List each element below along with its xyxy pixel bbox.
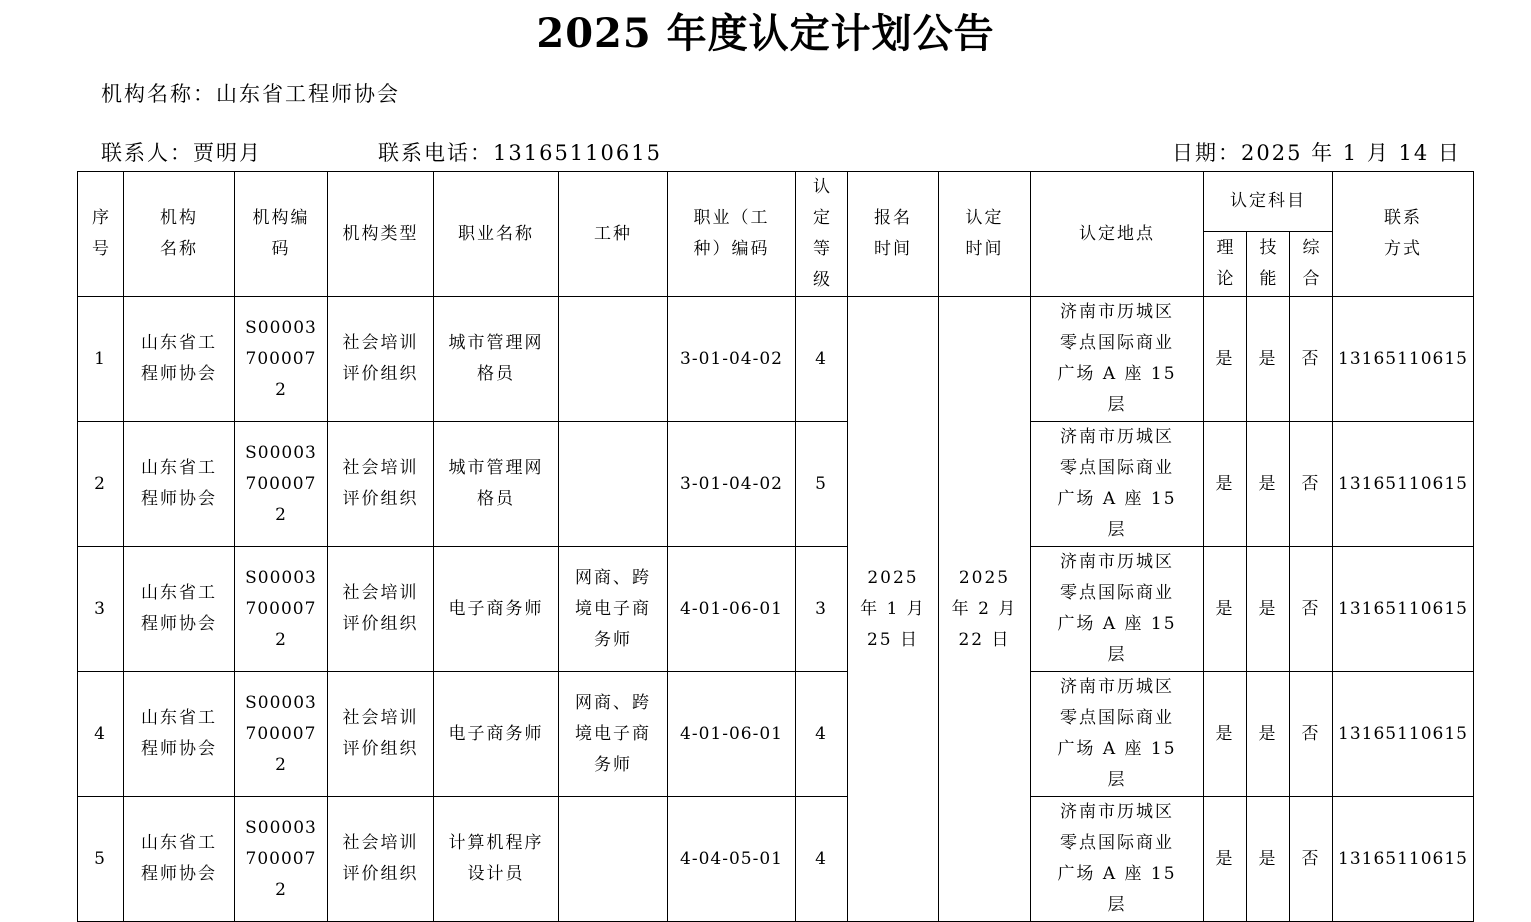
header-org-name: 机构名称 [124,172,235,297]
org-code-cell: S000037000072 [235,547,328,672]
level-cell: 4 [796,797,848,922]
header-comprehensive: 综合 [1290,232,1333,297]
occ-code-cell: 3-01-04-02 [668,297,796,422]
org-type-cell: 社会培训评价组织 [328,797,434,922]
header-level: 认定等级 [796,172,848,297]
work-type-cell [559,797,668,922]
occ-code-cell: 4-01-06-01 [668,672,796,797]
contact-cell: 13165110615 [1333,672,1474,797]
org-name-cell: 山东省工程师协会 [124,422,235,547]
skill-cell: 是 [1247,672,1290,797]
header-occupation: 职业名称 [434,172,559,297]
header-org-type: 机构类型 [328,172,434,297]
comprehensive-cell: 否 [1290,297,1333,422]
certification-plan-table [77,171,1474,922]
date-line: 日期：2025 年 1 月 14 日 [1172,141,1461,165]
header-subjects: 认定科目 [1204,172,1333,232]
work-type-cell: 网商、跨境电子商务师 [559,672,668,797]
table-row [78,672,1474,797]
header-org-code: 机构编码 [235,172,328,297]
skill-cell: 是 [1247,422,1290,547]
occ-code-cell: 4-04-05-01 [668,797,796,922]
work-type-cell: 网商、跨境电子商务师 [559,547,668,672]
level-cell: 3 [796,547,848,672]
level-cell: 4 [796,297,848,422]
org-code-cell: S000037000072 [235,297,328,422]
theory-cell: 是 [1204,297,1247,422]
work-type-cell [559,422,668,547]
reg-time-cell: 2025 年 1 月 25 日 [848,297,939,922]
org-name-cell: 山东省工程师协会 [124,297,235,422]
header-theory: 理论 [1204,232,1247,297]
org-code-cell: S000037000072 [235,797,328,922]
table-row [78,297,1474,422]
seq-cell: 2 [78,422,124,547]
contact-cell: 13165110615 [1333,297,1474,422]
org-name-line: 机构名称：山东省工程师协会 [101,82,400,106]
theory-cell: 是 [1204,672,1247,797]
org-type-cell: 社会培训评价组织 [328,422,434,547]
skill-cell: 是 [1247,797,1290,922]
location-cell: 济南市历城区零点国际商业广场 A 座 15 层 [1031,422,1204,547]
occ-code-cell: 4-01-06-01 [668,547,796,672]
table-row [78,547,1474,672]
occupation-cell: 计算机程序设计员 [434,797,559,922]
seq-cell: 3 [78,547,124,672]
occ-code-cell: 3-01-04-02 [668,422,796,547]
theory-cell: 是 [1204,422,1247,547]
org-type-cell: 社会培训评价组织 [328,672,434,797]
header-cert-time: 认定时间 [939,172,1031,297]
org-code-cell: S000037000072 [235,672,328,797]
skill-cell: 是 [1247,297,1290,422]
skill-cell: 是 [1247,547,1290,672]
header-skill: 技能 [1247,232,1290,297]
location-cell: 济南市历城区零点国际商业广场 A 座 15 层 [1031,297,1204,422]
occupation-cell: 城市管理网格员 [434,297,559,422]
theory-cell: 是 [1204,797,1247,922]
theory-cell: 是 [1204,547,1247,672]
org-name-cell: 山东省工程师协会 [124,547,235,672]
contact-person-line: 联系人：贾明月 [101,141,262,165]
comprehensive-cell: 否 [1290,422,1333,547]
comprehensive-cell: 否 [1290,797,1333,922]
seq-cell: 5 [78,797,124,922]
occupation-cell: 电子商务师 [434,547,559,672]
comprehensive-cell: 否 [1290,672,1333,797]
header-location: 认定地点 [1031,172,1204,297]
location-cell: 济南市历城区零点国际商业广场 A 座 15 层 [1031,547,1204,672]
location-cell: 济南市历城区零点国际商业广场 A 座 15 层 [1031,797,1204,922]
org-name-cell: 山东省工程师协会 [124,672,235,797]
org-type-cell: 社会培训评价组织 [328,297,434,422]
occupation-cell: 电子商务师 [434,672,559,797]
occupation-cell: 城市管理网格员 [434,422,559,547]
location-cell: 济南市历城区零点国际商业广场 A 座 15 层 [1031,672,1204,797]
contact-cell: 13165110615 [1333,797,1474,922]
contact-cell: 13165110615 [1333,547,1474,672]
contact-cell: 13165110615 [1333,422,1474,547]
header-occ-code: 职业（工种）编码 [668,172,796,297]
seq-cell: 4 [78,672,124,797]
org-type-cell: 社会培训评价组织 [328,547,434,672]
header-seq: 序号 [78,172,124,297]
cert-time-cell: 2025 年 2 月 22 日 [939,297,1031,922]
page-title: 2025 年度认定计划公告 [536,10,995,57]
table-row [78,422,1474,547]
level-cell: 4 [796,672,848,797]
level-cell: 5 [796,422,848,547]
header-reg-time: 报名时间 [848,172,939,297]
contact-phone-line: 联系电话：13165110615 [378,141,662,165]
header-contact: 联系方式 [1333,172,1474,297]
table-row [78,797,1474,922]
seq-cell: 1 [78,297,124,422]
header-work-type: 工种 [559,172,668,297]
org-code-cell: S000037000072 [235,422,328,547]
org-name-cell: 山东省工程师协会 [124,797,235,922]
work-type-cell [559,297,668,422]
comprehensive-cell: 否 [1290,547,1333,672]
